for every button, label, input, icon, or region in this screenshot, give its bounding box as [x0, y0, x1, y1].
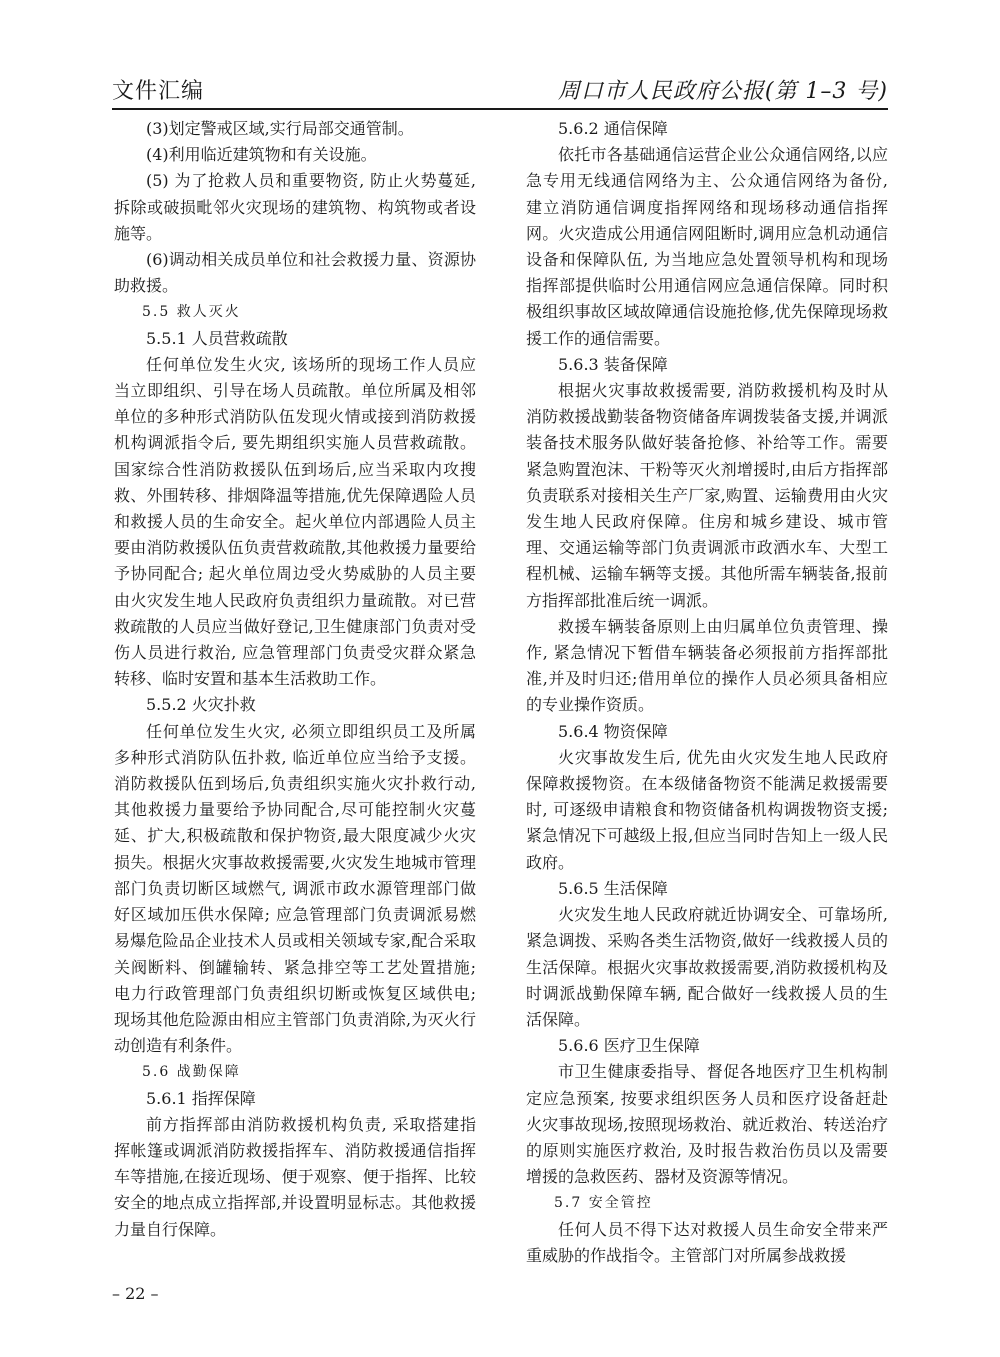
- paragraph: 任何单位发生火灾, 必须立即组织员工及所属多种形式消防队伍扑救, 临近单位应当给予支援。消防救援队伍到场后,负责组织实施火灾扑救行动,其他救援力量要给予协同配合,尽可能控制火灾蔓延、扩大,积极疏散和保护物资,最大限度减少火灾损失。根据火灾事故救援需要,火灾发生地城市管理部门负责切断区域燃气, 调派市政水源管理部门做好区域加压供水保障; 应急管理部门负责调派易燃易爆危险品企业技术人员或相关领域专家,配合采取关阀断料、倒罐输转、紧急排空等工艺处置措施; 电力行政管理部门负责组织切断或恢复区域供电; 现场其他危险源由相应主管部门负责消除,为灭火行动创造有利条件。: [114, 721, 476, 1056]
- paragraph: 依托市各基础通信运营企业公众通信网络,以应急专用无线通信网络为主、公众通信网络为备份, 建立消防通信调度指挥网络和现场移动通信指挥网。火灾造成公用通信网阻断时,调用应急机动通信设备和保障队伍, 为当地应急处置领导机构和现场指挥部提供临时公用通信网应急通信保障。同时积极组织事故区域故障通信设施抢修,优先保障现场救援工作的通信需要。: [526, 145, 888, 348]
- header-left-title: 文件汇编: [112, 79, 205, 104]
- list-item: (6)调动相关成员单位和社会救援力量、资源协助救援。: [114, 250, 476, 296]
- subsection-heading: 5.6.3 装备保障: [558, 354, 668, 374]
- paragraph: 前方指挥部由消防救援机构负责, 采取搭建指挥帐篷或调派消防救援指挥车、消防救援通信指挥车等措施,在接近现场、便于观察、便于指挥、比较安全的地点成立指挥部,并设置明显标志。其他救援力量自行保障。: [114, 1114, 476, 1239]
- section-heading: 5.7 安全管控: [554, 1195, 653, 1212]
- paragraph: 根据火灾事故救援需要, 消防救援机构及时从消防救援战勤装备物资储备库调拨装备支援,并调派装备技术服务队做好装备抢修、补给等工作。需要紧急购置泡沫、干粉等灭火剂增援时,由后方指挥部负责联系对接相关生产厂家,购置、运输费用由火灾发生地人民政府保障。住房和城乡建设、城市管理、交通运输等部门负责调派市政洒水车、大型工程机械、运输车辆等支援。其他所需车辆装备,报前方指挥部批准后统一调派。: [526, 381, 888, 610]
- subsection-heading: 5.6.1 指挥保障: [146, 1088, 256, 1108]
- section-heading: 5.5 救人灭火: [142, 304, 241, 321]
- header-divider: [112, 108, 888, 110]
- left-column: [114, 116, 476, 1243]
- header-right-title: 周口市人民政府公报(第 1–3 号): [557, 79, 888, 104]
- right-column: [526, 116, 888, 1269]
- subsection-heading: 5.6.2 通信保障: [558, 119, 668, 138]
- paragraph: 火灾发生地人民政府就近协调安全、可靠场所,紧急调拨、采购各类生活物资,做好一线救援人员的生活保障。根据火灾事故救援需要,消防救援机构及时调派战勤保障车辆, 配合做好一线救援人员的生活保障。: [526, 905, 888, 1029]
- paragraph: 任何单位发生火灾, 该场所的现场工作人员应当立即组织、引导在场人员疏散。单位所属及相邻单位的多种形式消防队伍发现火情或接到消防救援机构调派指令后, 要先期组织实施人员营救疏散。国家综合性消防救援队伍到场后,应当采取内攻搜救、外围转移、排烟降温等措施,优先保障遇险人员和救援人员的生命安全。起火单位内部遇险人员主要由消防救援队伍负责营救疏散,其他救援力量要给予协同配合; 起火单位周边受火势威胁的人员主要由火灾发生地人民政府负责组织力量疏散。对已营救疏散的人员应当做好登记,卫生健康部门负责对受伤人员进行救治, 应急管理部门负责受灾群众紧急转移、临时安置和基本生活救助工作。: [114, 354, 476, 689]
- list-item: (5) 为了抢救人员和重要物资, 防止火势蔓延,拆除或破损毗邻火灾现场的建筑物、构筑物或者设施等。: [114, 171, 476, 243]
- list-item: (4)利用临近建筑物和有关设施。: [146, 145, 377, 165]
- subsection-heading: 5.6.5 生活保障: [558, 878, 668, 898]
- subsection-heading: 5.6.6 医疗卫生保障: [558, 1036, 700, 1056]
- paragraph: 火灾事故发生后, 优先由火灾发生地人民政府保障救援物资。在本级储备物资不能满足救援需要时, 可逐级申请粮食和物资储备机构调拨物资支援;紧急情况下可越级上报,但应当同时告知上一级人民政府。: [526, 747, 888, 872]
- paragraph: 任何人员不得下达对救援人员生命安全带来严重威胁的作战指令。主管部门对所属参战救援: [526, 1219, 888, 1265]
- section-heading: 5.6 战勤保障: [142, 1064, 241, 1081]
- subsection-heading: 5.6.4 物资保障: [558, 721, 668, 741]
- paragraph: 救援车辆装备原则上由归属单位负责管理、操作, 紧急情况下暂借车辆装备必须报前方指挥部批准,并及时归还;借用单位的操作人员必须具备相应的专业操作资质。: [526, 616, 888, 715]
- page-number: – 22 –: [112, 1284, 159, 1303]
- list-item: (3)划定警戒区域,实行局部交通管制。: [146, 119, 414, 138]
- subsection-heading: 5.5.2 火灾扑救: [146, 695, 256, 715]
- subsection-heading: 5.5.1 人员营救疏散: [146, 328, 288, 348]
- paragraph: 市卫生健康委指导、督促各地医疗卫生机构制定应急预案, 按要求组织医务人员和医疗设备赶赴火灾事故现场,按照现场救治、就近救治、转送治疗的原则实施医疗救治, 及时报告救治伤员以及需要增援的急救医药、器材及资源等情况。: [526, 1062, 888, 1187]
